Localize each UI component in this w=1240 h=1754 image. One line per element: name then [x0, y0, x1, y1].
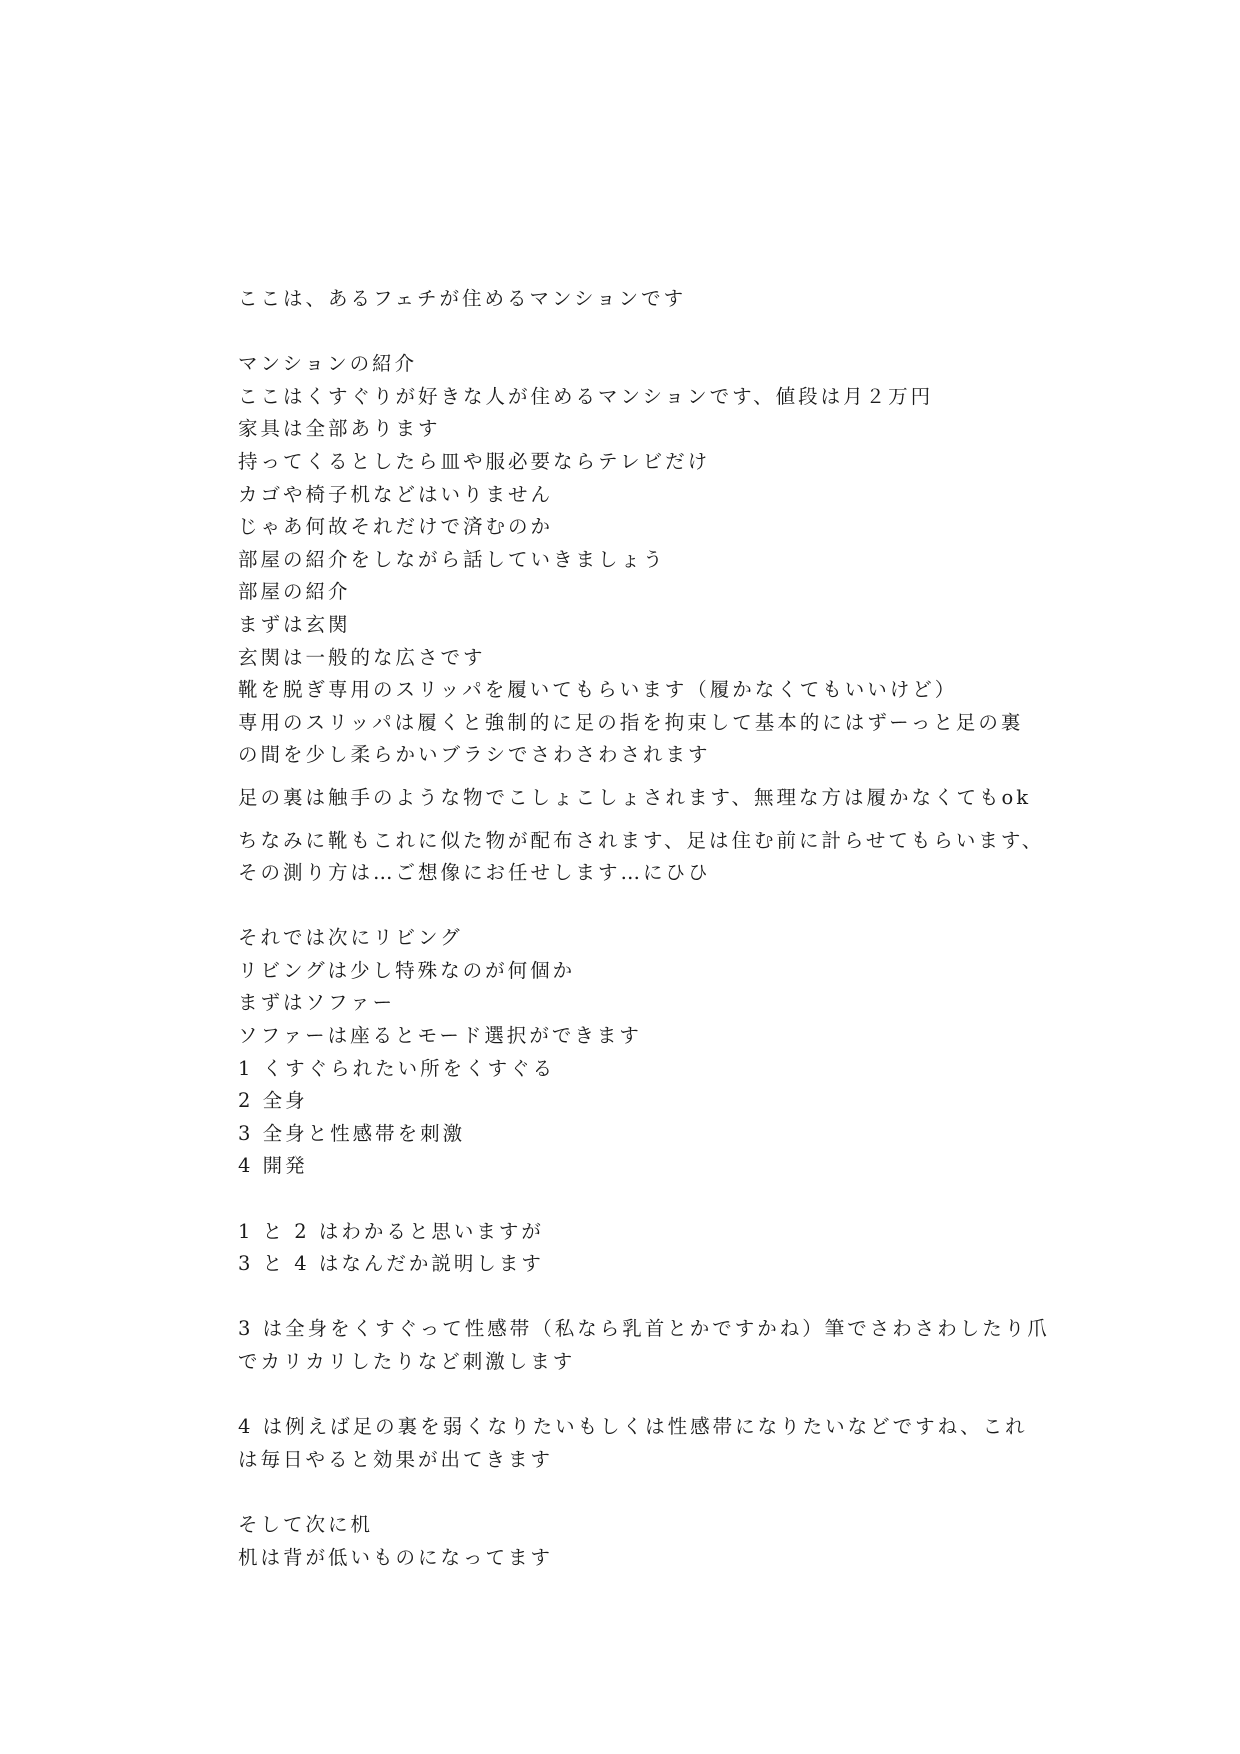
text-line: カゴや椅子机などはいりません — [238, 482, 554, 506]
text-line: 3 は全身をくすぐって性感帯（私なら乳首とかですかね）筆でさわさわしたり爪 — [238, 1317, 1050, 1341]
text-line: マンションの紹介 — [238, 352, 418, 376]
blank-line — [238, 1281, 1018, 1314]
text-line: まずはソファー — [238, 991, 396, 1015]
blank-line — [238, 1476, 1018, 1509]
blank-line — [238, 1379, 1018, 1412]
text-line: 家具は全部あります — [238, 417, 441, 441]
text-line: 2 全身 — [238, 1089, 308, 1113]
document-body — [238, 283, 1050, 1574]
text-line-with-mark — [238, 782, 1032, 815]
text-line: 専用のスリッパは履くと強制的に足の指を拘束して基本的にはずーっと足の裏 — [238, 710, 1024, 734]
text-line: 持ってくるとしたら皿や服必要ならテレビだけ — [238, 449, 711, 473]
text-line: 4 は例えば足の裏を弱くなりたいもしくは性感帯になりたいなどですね、これ — [238, 1415, 1028, 1439]
text-line: 1 くすぐられたい所をくすぐる — [238, 1056, 556, 1080]
text-line: 机は背が低いものになってます — [238, 1545, 554, 1569]
text-line: 玄関は一般的な広さです — [238, 645, 486, 669]
text-line: ちなみに靴もこれに似た物が配布されます、足は住む前に計らせてもらいます、 — [238, 828, 1045, 852]
text-line: でカリカリしたりなど刺激します — [238, 1350, 576, 1373]
inline-mark: ok — [1001, 785, 1032, 809]
text-line: そして次に机 — [238, 1512, 374, 1536]
blank-line — [238, 1183, 1018, 1216]
text-line: リビングは少し特殊なのが何個か — [238, 958, 576, 982]
text-line: 靴を脱ぎ専用のスリッパを履いてもらいます（履かなくてもいいけど） — [238, 678, 958, 702]
text-line-content: 足の裏は触手のような物でこしょこしょされます、無理な方は履かなくても — [238, 785, 1002, 809]
text-line: ソファーは座るとモード選択ができます — [238, 1024, 642, 1048]
text-line: 部屋の紹介 — [238, 580, 351, 604]
text-line: ここはくすぐりが好きな人が住めるマンションです、値段は月２万円 — [238, 384, 934, 408]
text-line: は毎日やると効果が出てきます — [238, 1447, 554, 1471]
blank-line — [238, 316, 1018, 349]
text-line: 3 と 4 はなんだか説明します — [238, 1252, 544, 1276]
text-line: 1 と 2 はわかると思いますが — [238, 1219, 544, 1243]
text-line: 部屋の紹介をしながら話していきましょう — [238, 547, 666, 571]
blank-line — [238, 890, 1018, 923]
text-line: 4 開発 — [238, 1154, 308, 1178]
text-line: それでは次にリビング — [238, 926, 463, 950]
text-line: 3 全身と性感帯を刺激 — [238, 1121, 466, 1145]
text-line: の間を少し柔らかいブラシでさわさわされます — [238, 743, 711, 767]
text-line: その測り方は…ご想像にお任せします…にひひ — [238, 861, 711, 885]
text-line: ここは、あるフェチが住めるマンションです — [238, 287, 687, 310]
text-line: じゃあ何故それだけで済むのか — [238, 515, 554, 539]
text-line: まずは玄関 — [238, 612, 351, 636]
